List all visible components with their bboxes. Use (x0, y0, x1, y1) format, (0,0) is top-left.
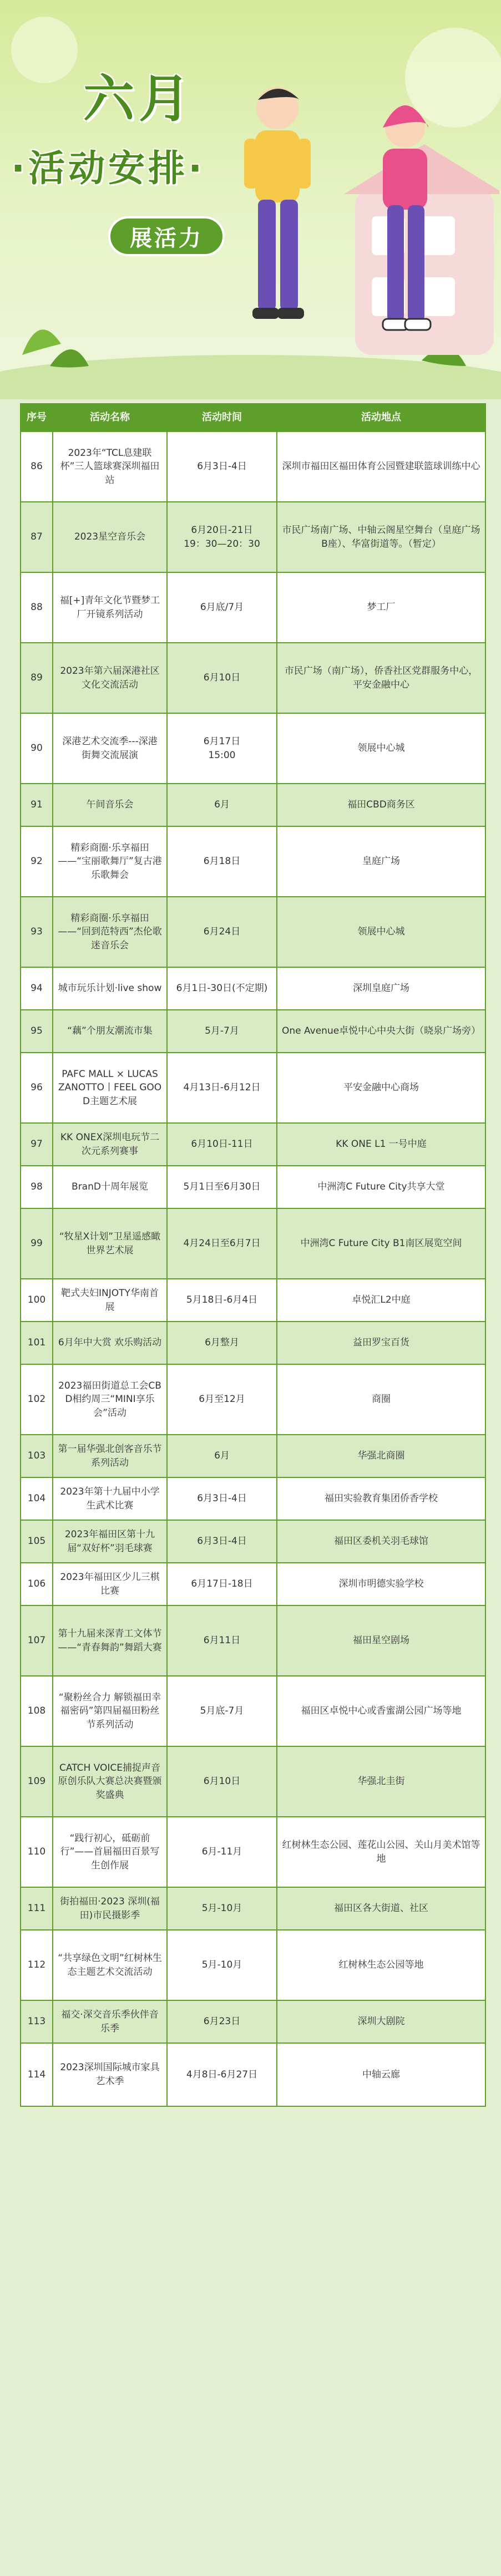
table-row (21, 2042, 485, 2106)
activity-time: 6月17日-18日 (166, 1563, 276, 1605)
activity-time: 6月20日-21日 19：30—20：30 (166, 502, 276, 572)
header-banner (0, 0, 501, 399)
row-number: 101 (27, 1337, 46, 1349)
table-row (21, 967, 485, 1009)
activity-place: 福田区卓悦中心或香蜜湖公园广场等地 (276, 1676, 485, 1746)
column-header-no: 序号 (27, 411, 47, 423)
row-number: 88 (31, 602, 43, 613)
table-header-row (21, 404, 485, 431)
table-row (21, 1321, 485, 1364)
activity-name: 6月年中大赏 欢乐购活动 (52, 1322, 166, 1364)
activity-place: 领展中心城 (276, 897, 485, 967)
activity-time: 6月1日-30日(不定期) (166, 968, 276, 1009)
activity-name: KK ONEX深圳电玩节二次元系列赛事 (52, 1124, 166, 1165)
table-row (21, 1816, 485, 1887)
activity-name: “聚粉丝合力 解锁福田幸福密码”第四届福田粉丝节系列活动 (52, 1676, 166, 1746)
row-number: 95 (31, 1025, 43, 1037)
column-header-place: 活动地点 (276, 404, 485, 431)
activity-time: 5月-7月 (166, 1010, 276, 1052)
activity-place: 中洲湾C Future City B1南区展览空间 (276, 1209, 485, 1278)
table-row (21, 2000, 485, 2042)
table-row (21, 1434, 485, 1477)
table-row (21, 1052, 485, 1122)
activity-place: 平安金融中心商场 (276, 1053, 485, 1122)
activity-place: 市民广场（南广场），侨香社区党群服务中心，平安金融中心 (276, 643, 485, 713)
activity-name: 街拍福田·2023 深圳(福田)市民摄影季 (52, 1888, 166, 1929)
activity-time: 6月 (166, 784, 276, 826)
activity-time: 6月10日 (166, 1747, 276, 1816)
activity-time: 6月 (166, 1435, 276, 1477)
row-number: 90 (31, 743, 43, 754)
activity-time: 6月10日-11日 (166, 1124, 276, 1165)
row-number: 103 (27, 1450, 46, 1462)
activity-place: 皇庭广场 (276, 827, 485, 896)
activity-time: 6月24日 (166, 897, 276, 967)
activity-name: 2023福田街道总工会CBD相约周三“MINI享乐会”活动 (52, 1365, 166, 1434)
activity-time: 5月底-7月 (166, 1676, 276, 1746)
activity-name: “践行初心，砥砺前行”——首届福田百景写生创作展 (52, 1817, 166, 1887)
table-row (21, 1520, 485, 1562)
activity-name: “共享绿色文明”红树林生态主题艺术交流活动 (52, 1930, 166, 2000)
activity-name: CATCH VOICE捕捉声音原创乐队大赛总决赛暨颁奖盛典 (52, 1747, 166, 1816)
activity-time: 6月11日 (166, 1606, 276, 1675)
activity-name: 午间音乐会 (52, 784, 166, 826)
table-row (21, 1605, 485, 1675)
activity-name: 2023深圳国际城市家具艺术季 (52, 2044, 166, 2106)
activity-place: 深圳市明德实验学校 (276, 1563, 485, 1605)
row-number: 86 (31, 461, 43, 472)
column-header-name: 活动名称 (52, 404, 166, 431)
table-row (21, 431, 485, 501)
activity-time: 6月底/7月 (166, 573, 276, 642)
page-subtitle: ·活动安排· (11, 147, 206, 190)
page-title: 六月 (83, 69, 195, 129)
table-row (21, 1675, 485, 1746)
table-row (21, 1477, 485, 1520)
activity-time: 6月3日-4日 (166, 432, 276, 501)
table-row (21, 1887, 485, 1929)
row-number: 87 (31, 531, 43, 543)
activity-place: 益田罗宝百货 (276, 1322, 485, 1364)
table-row (21, 1929, 485, 2000)
activity-time: 6月-11月 (166, 1817, 276, 1887)
activity-time: 4月8日-6月27日 (166, 2044, 276, 2106)
row-number: 112 (27, 1959, 46, 1971)
table-row (21, 1746, 485, 1816)
table-row (21, 572, 485, 642)
table-row (21, 1122, 485, 1165)
row-number: 102 (27, 1394, 46, 1405)
row-number: 106 (27, 1578, 46, 1590)
activity-place: 华强北商圈 (276, 1435, 485, 1477)
activity-place: 华强北圭街 (276, 1747, 485, 1816)
activity-place: 福田CBD商务区 (276, 784, 485, 826)
activity-place: 中洲湾C Future City共享大堂 (276, 1166, 485, 1208)
table-row (21, 826, 485, 896)
row-number: 109 (27, 1776, 46, 1787)
activity-time: 5月-10月 (166, 1930, 276, 2000)
activity-name: 2023年第六届深港社区文化交流活动 (52, 643, 166, 713)
table-row (21, 713, 485, 783)
row-number: 91 (31, 799, 43, 811)
row-number: 89 (31, 672, 43, 684)
activity-place: 福田区各大街道、社区 (276, 1888, 485, 1929)
activity-place: 商圈 (276, 1365, 485, 1434)
row-number: 111 (27, 1903, 46, 1914)
activity-place: 领展中心城 (276, 714, 485, 783)
activity-name: 2023星空音乐会 (52, 502, 166, 572)
table-row (21, 783, 485, 826)
activity-time: 5月1日至6月30日 (166, 1166, 276, 1208)
activity-name: “藕”个朋友潮流市集 (52, 1010, 166, 1052)
activity-name: 福交·深交音乐季伙伴音乐季 (52, 2001, 166, 2042)
activity-time: 6月17日 15:00 (166, 714, 276, 783)
activity-time: 6月整月 (166, 1322, 276, 1364)
activity-name: “牧星X计划”卫星遥感瞰世界艺术展 (52, 1209, 166, 1278)
activity-time: 6月3日-4日 (166, 1521, 276, 1562)
activity-place: 中轴云廊 (276, 2044, 485, 2106)
row-number: 110 (27, 1846, 46, 1858)
activity-name: 精彩商圈·乐享福田——“宝丽歌舞厅”复古港乐歌舞会 (52, 827, 166, 896)
activity-place: 深圳市福田区福田体育公园暨建联篮球训练中心 (276, 432, 485, 501)
activity-name: 福[+]青年文化节暨梦工厂开镜系列活动 (52, 573, 166, 642)
activity-name: 第一届华强北创客音乐节系列活动 (52, 1435, 166, 1477)
activity-name: 城市玩乐计划·live show (52, 968, 166, 1009)
activity-place: 红树林生态公园、莲花山公园、关山月美术馆等地 (276, 1817, 485, 1887)
row-number: 113 (27, 2016, 46, 2028)
activity-time: 6月至12月 (166, 1365, 276, 1434)
row-number: 96 (31, 1082, 43, 1094)
table-row (21, 1562, 485, 1605)
row-number: 98 (31, 1181, 43, 1193)
row-number: 94 (31, 983, 43, 994)
activity-name: 精彩商圈·乐享福田——“回到范特西”杰伦歌迷音乐会 (52, 897, 166, 967)
activity-place: 卓悦汇L2中庭 (276, 1279, 485, 1321)
activity-time: 5月18日-6月4日 (166, 1279, 276, 1321)
row-number: 108 (27, 1705, 46, 1717)
woman-character-icon (361, 100, 449, 355)
activity-place: 深圳皇庭广场 (276, 968, 485, 1009)
activity-time: 5月-10月 (166, 1888, 276, 1929)
row-number: 93 (31, 926, 43, 938)
table-row (21, 1208, 485, 1278)
activity-place: 市民广场南广场、中轴云阁星空舞台（皇庭广场B座）、华富街道等。（暂定） (276, 502, 485, 572)
row-number: 114 (27, 2069, 46, 2080)
title-badge: 展活力 (108, 216, 225, 256)
activity-name: 第十九届来深青工文体节——“青春舞韵”舞蹈大赛 (52, 1606, 166, 1675)
activity-name: 2023年福田区少儿三棋比赛 (52, 1563, 166, 1605)
activity-name: BranD十周年展览 (52, 1166, 166, 1208)
activity-time: 4月13日-6月12日 (166, 1053, 276, 1122)
row-number: 105 (27, 1536, 46, 1547)
activity-place: 福田星空剧场 (276, 1606, 485, 1675)
row-number: 107 (27, 1635, 46, 1647)
column-header-time: 活动时间 (166, 404, 276, 431)
activity-time: 6月3日-4日 (166, 1478, 276, 1520)
table-row (21, 896, 485, 967)
table-row (21, 642, 485, 713)
activity-time: 6月23日 (166, 2001, 276, 2042)
activity-name: 深港艺术交流季---深港街舞交流展演 (52, 714, 166, 783)
activity-time: 6月10日 (166, 643, 276, 713)
activity-place: 福田实验教育集团侨香学校 (276, 1478, 485, 1520)
row-number: 100 (27, 1294, 46, 1306)
activity-place: 梦工厂 (276, 573, 485, 642)
row-number: 104 (27, 1493, 46, 1505)
table-row (21, 1364, 485, 1434)
activity-place: 福田区委机关羽毛球馆 (276, 1521, 485, 1562)
table-row (21, 1278, 485, 1321)
activity-name: 2023年福田区第十九届“双好杯”羽毛球赛 (52, 1521, 166, 1562)
activity-place: One Avenue卓悦中心中央大街（晓泉广场旁） (276, 1010, 485, 1052)
activity-time: 4月24日至6月7日 (166, 1209, 276, 1278)
activity-name: 2023年第十九届中小学生武术比赛 (52, 1478, 166, 1520)
activity-name: PAFC MALL × LUCAS ZANOTTO丨FEEL GOOD主题艺术展 (52, 1053, 166, 1122)
activity-place: 红树林生态公园等地 (276, 1930, 485, 2000)
schedule-table (20, 403, 486, 2107)
row-number: 99 (31, 1238, 43, 1249)
activity-time: 6月18日 (166, 827, 276, 896)
table-row (21, 1009, 485, 1052)
row-number: 97 (31, 1139, 43, 1150)
activity-name: 靶式夫妇INJOTY华南首展 (52, 1279, 166, 1321)
table-row (21, 1165, 485, 1208)
man-character-icon (233, 83, 322, 344)
activity-place: KK ONE L1 一号中庭 (276, 1124, 485, 1165)
activity-place: 深圳大剧院 (276, 2001, 485, 2042)
table-row (21, 501, 485, 572)
table-body (21, 431, 485, 2106)
row-number: 92 (31, 856, 43, 867)
activity-name: 2023年“TCL息建联杯”三人篮球赛深圳福田站 (52, 432, 166, 501)
